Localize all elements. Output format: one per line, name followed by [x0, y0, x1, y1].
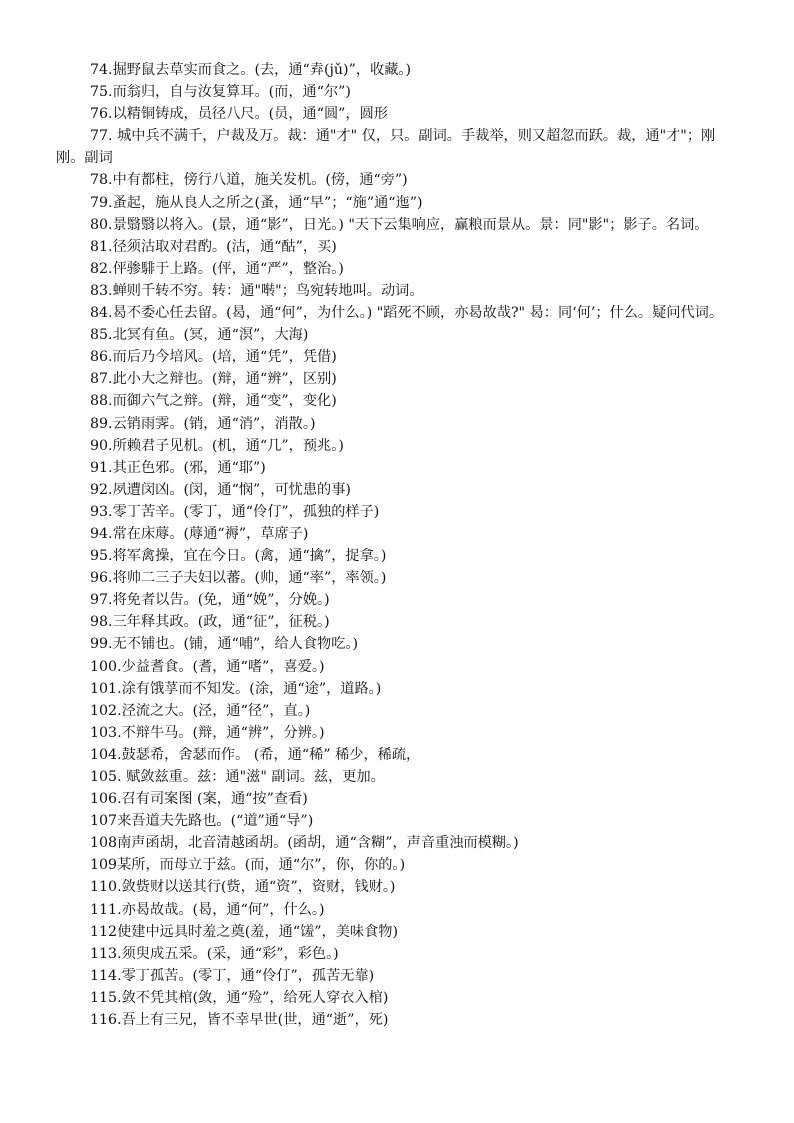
entry-87: 87.此小大之辩也。(辩，通“辨”，区别) — [90, 371, 337, 388]
entry-112: 112使建中远具时羞之奠(羞，通“馐”，美味食物) — [90, 923, 399, 940]
entry-77: 77. 城中兵不满千，户裁及万。裁：通"才" 仅，只。副词。手裁举，则又超忽而跃。裁，通"才"；刚刚。副词 — [56, 128, 716, 167]
entry-108: 108南声函胡，北音清越函胡。(函胡，通“含糊”，声音重浊而模糊。) — [90, 835, 519, 852]
entry-101: 101.涂有饿莩而不知发。(涂，通“途”，道路。) — [90, 680, 382, 697]
entry-89: 89.云销雨霁。(销，通“消”，消散。) — [90, 415, 316, 432]
entry-97: 97.将免者以告。(免，通“娩”，分娩。) — [90, 592, 330, 609]
entry-74: 74.掘野鼠去草实而食之。(去，通“弆(jǔ)”，收藏。) — [90, 62, 412, 78]
entry-83: 83.蝉则千转不穷。转：通"啭"；鸟宛转地叫。动词。 — [90, 282, 424, 299]
entry-80: 80.景翳翳以将入。(景，通“影”，日光。) "天下云集响应，赢粮而景从。景：同"影"；影子。名词。 — [90, 216, 709, 233]
entry-86: 86.而后乃今培风。(培，通“凭”，凭借) — [90, 349, 337, 366]
entry-95: 95.将军禽操，宜在今日。(禽，通“擒”，捉拿。) — [90, 548, 387, 565]
entry-82: 82.伻骖騑于上路。(伻，通“严”，整治。) — [90, 260, 344, 277]
entry-79: 79.蚤起，施从良人之所之(蚤，通“早”；“施”通“迤”) — [90, 194, 423, 211]
entry-91: 91.其正色邪。(邪，通“耶”) — [90, 459, 266, 476]
entry-76: 76.以精铜铸成，员径八尺。(员，通“圆”，圆形 — [90, 106, 388, 123]
entry-113: 113.须臾成五采。(采，通“彩”，彩色。) — [90, 945, 339, 962]
document-body — [56, 59, 740, 1031]
entry-115: 115.敛不凭其棺(敛，通“殓”，给死人穿衣入棺) — [90, 989, 389, 1006]
entry-92: 92.夙遭闵凶。(闵，通“悯”，可忧患的事) — [90, 481, 351, 498]
entry-90: 90.所赖君子见机。(机，通“几”，预兆。) — [90, 437, 344, 454]
entry-98: 98.三年释其政。(政，通“征”，征税。) — [90, 614, 330, 631]
entry-105: 105. 赋敛兹重。兹：通"滋" 副词。兹，更加。 — [90, 769, 385, 785]
entry-102: 102.泾流之大。(泾，通“径”，直。) — [90, 702, 311, 719]
entry-114: 114.零丁孤苦。(零丁，通“伶仃”，孤苦无靠) — [90, 967, 375, 984]
entry-104: 104.鼓瑟希，舍瑟而作。 (希，通“稀” 稀少，稀疏， — [90, 746, 421, 763]
entry-96: 96.将帅二三子夫妇以蕃。(帅，通“率”，率领。) — [90, 570, 387, 587]
entry-103: 103.不辩牛马。(辩，通“辨”，分辨。) — [90, 724, 325, 741]
entry-107: 107来吾道夫先路也。(“道”通“导”) — [90, 813, 314, 830]
entry-116: 116.吾上有三兄，皆不幸早世(世，通“逝”，死) — [90, 1012, 389, 1029]
entry-109: 109某所，而母立于兹。(而，通“尔”，你，你的。) — [90, 857, 406, 874]
entry-111: 111.亦曷故哉。(曷，通“何”，什么。) — [90, 901, 325, 918]
entry-99: 99.无不铺也。(铺，通“哺”，给人食物吃。) — [90, 636, 359, 653]
entry-85: 85.北冥有鱼。(冥，通“溟”，大海) — [90, 327, 309, 344]
entry-100: 100.少益耆食。(耆，通“嗜”，喜爱。) — [90, 658, 325, 675]
entry-75: 75.而翁归，自与汝复算耳。(而，通“尔”) — [90, 84, 351, 101]
entry-81: 81.径须沽取对君酌。(沽，通“酤”，买) — [90, 238, 337, 255]
entry-78: 78.中有都柱，傍行八道，施关发机。(傍，通“旁”) — [90, 172, 408, 189]
entry-94: 94.常在床蓐。(蓐通“褥”，草席子) — [90, 525, 309, 542]
entry-106: 106.召有司案图 (案，通“按”查看) — [90, 791, 308, 808]
entry-84: 84.曷不委心任去留。(曷，通“何”，为什么。) "蹈死不顾，亦曷故哉?" 曷：同‘何’；什么。疑问代词。 — [90, 305, 724, 322]
entry-93: 93.零丁苦辛。(零丁，通“伶仃”，孤独的样子) — [90, 503, 380, 520]
entry-88: 88.而御六气之辩。(辩，通“变”，变化) — [90, 393, 337, 410]
entry-110: 110.敛赀财以送其行(赀，通“资”，资财，钱财。) — [90, 879, 396, 896]
